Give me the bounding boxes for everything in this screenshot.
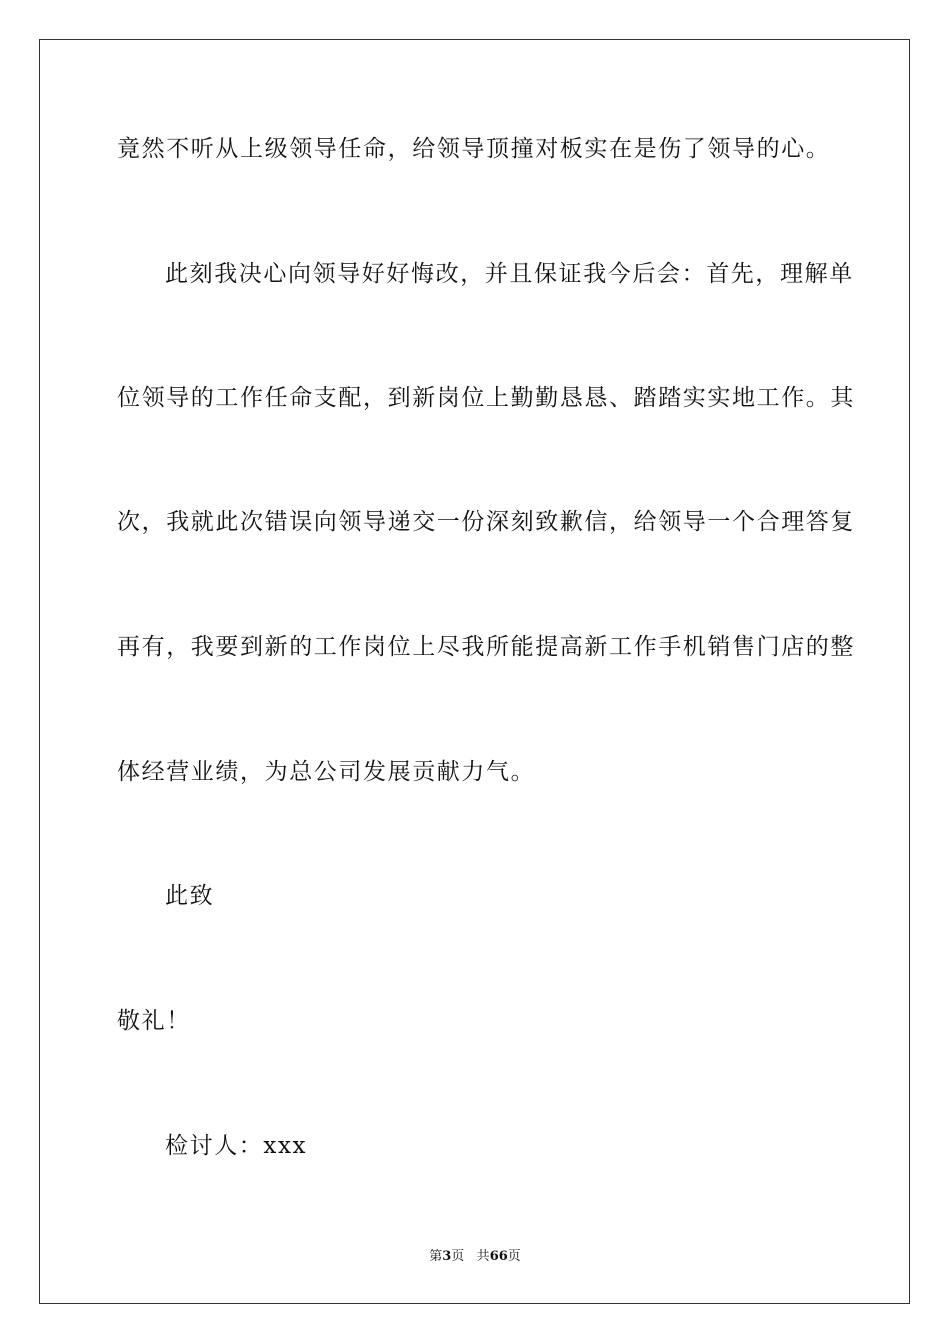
- body-line-1: 竟然不听从上级领导任命，给领导顶撞对板实在是伤了领导的心。: [117, 136, 831, 162]
- body-line-5: 再有，我要到新的工作岗位上尽我所能提高新工作手机销售门店的整: [117, 634, 855, 660]
- total-suffix: 页: [507, 1249, 521, 1264]
- total-prefix: 共: [476, 1249, 490, 1264]
- page-prefix: 第: [429, 1249, 443, 1264]
- page-number: 3: [442, 1249, 452, 1264]
- page-suffix: 页: [451, 1249, 465, 1264]
- closing-respect: 敬礼！: [117, 1008, 191, 1034]
- total-pages: 66: [489, 1249, 508, 1264]
- closing-salutation: 此致: [165, 883, 215, 909]
- body-line-6: 体经营业绩，为总公司发展贡献力气。: [117, 759, 536, 785]
- signature-line: 检讨人：xxx: [165, 1133, 308, 1159]
- body-line-4: 次，我就此次错误向领导递交一份深刻致歉信，给领导一个合理答复: [117, 509, 855, 535]
- page-footer: [0, 1248, 950, 1266]
- body-line-2: 此刻我决心向领导好好悔改，并且保证我今后会：首先，理解单: [165, 261, 854, 287]
- page-border: [39, 39, 910, 1304]
- body-line-3: 位领导的工作任命支配，到新岗位上勤勤恳恳、踏踏实实地工作。其: [117, 385, 855, 411]
